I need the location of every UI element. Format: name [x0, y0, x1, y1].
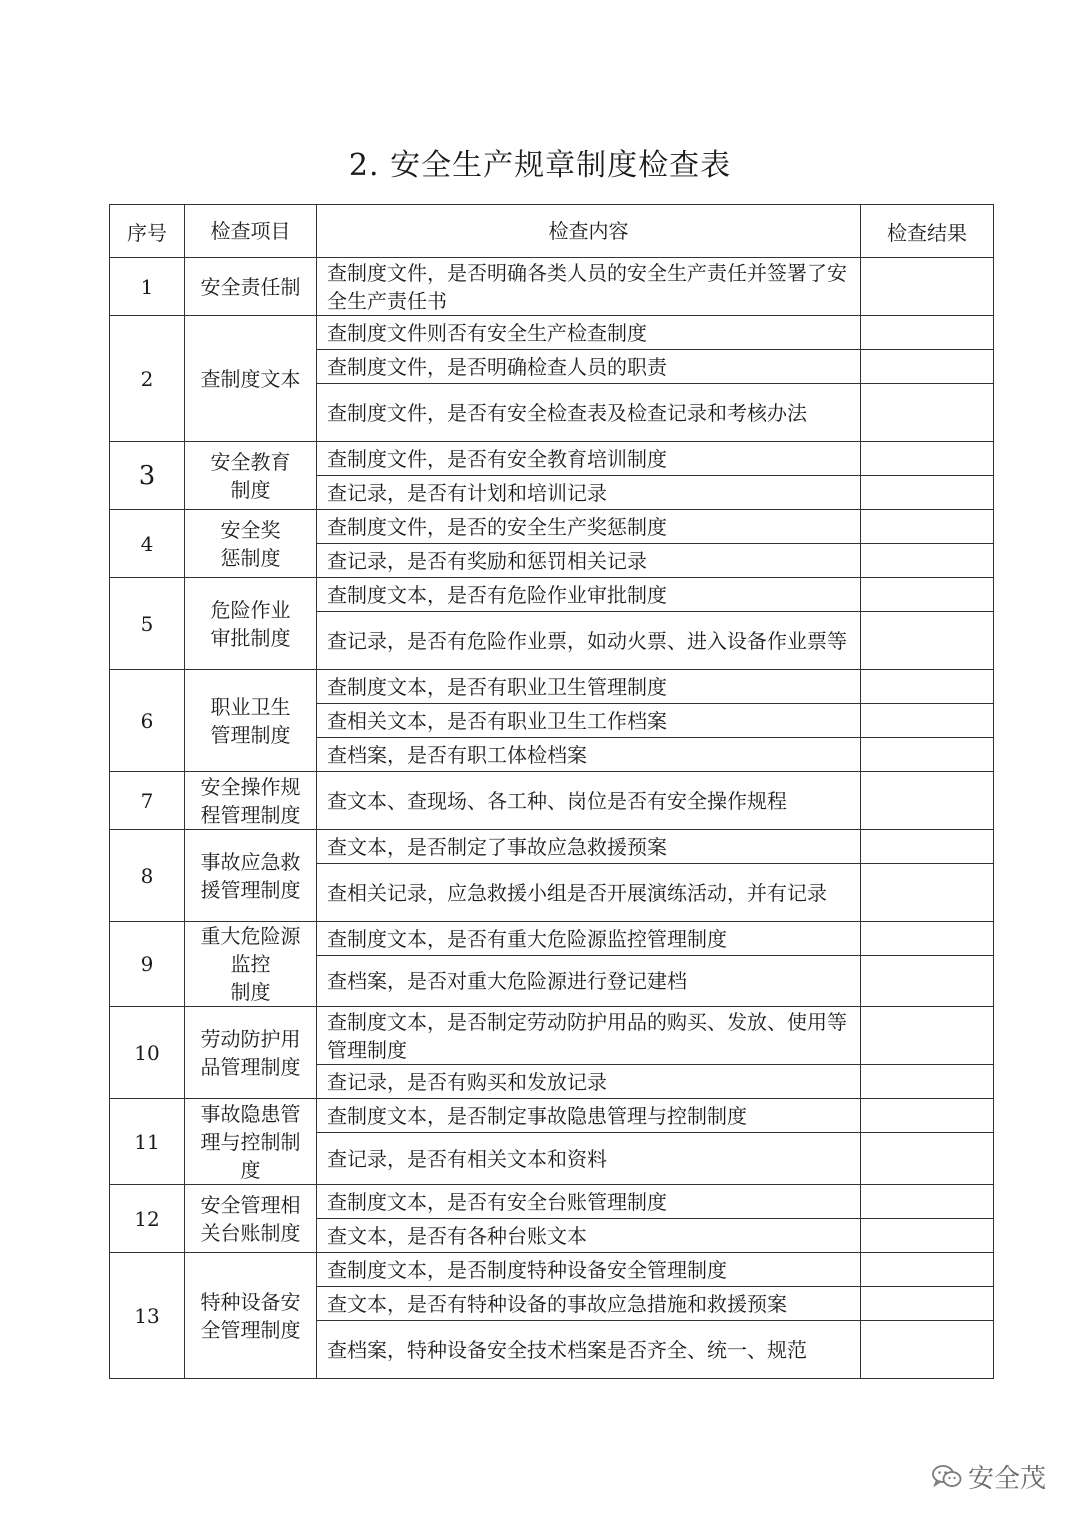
- check-result-cell[interactable]: [861, 578, 994, 612]
- check-result-cell[interactable]: [861, 1321, 994, 1379]
- check-result-cell[interactable]: [861, 258, 994, 316]
- check-item: 安全操作规 程管理制度: [185, 772, 317, 830]
- row-number: 10: [110, 1007, 185, 1099]
- check-result-cell[interactable]: [861, 1007, 994, 1065]
- row-number: 3: [110, 442, 185, 510]
- check-content: 查制度文件，是否有安全检查表及检查记录和考核办法: [317, 384, 861, 442]
- header-num: 序号: [110, 205, 185, 258]
- check-result-cell[interactable]: [861, 350, 994, 384]
- table-row: [110, 1099, 994, 1133]
- check-result-cell[interactable]: [861, 544, 994, 578]
- check-content: 查制度文件，是否的安全生产奖惩制度: [317, 510, 861, 544]
- check-item: 安全管理相 关台账制度: [185, 1185, 317, 1253]
- check-result-cell[interactable]: [861, 1287, 994, 1321]
- check-result-cell[interactable]: [861, 670, 994, 704]
- check-result-cell[interactable]: [861, 476, 994, 510]
- check-item: 安全责任制: [185, 258, 317, 316]
- row-number: 12: [110, 1185, 185, 1253]
- table-row: [110, 578, 994, 612]
- table-body: [110, 258, 994, 1379]
- table-row: [110, 1185, 994, 1219]
- check-item: 重大危险源 监控 制度: [185, 922, 317, 1007]
- check-result-cell[interactable]: [861, 1253, 994, 1287]
- header-item: 检查项目: [185, 205, 317, 258]
- row-number: 5: [110, 578, 185, 670]
- check-result-cell[interactable]: [861, 1219, 994, 1253]
- table-row: [110, 258, 994, 316]
- watermark: [932, 1458, 1046, 1495]
- wechat-icon: [932, 1464, 962, 1490]
- check-result-cell[interactable]: [861, 922, 994, 956]
- check-result-cell[interactable]: [861, 1099, 994, 1133]
- check-result-cell[interactable]: [861, 316, 994, 350]
- table-row: [110, 442, 994, 476]
- check-result-cell[interactable]: [861, 738, 994, 772]
- check-result-cell[interactable]: [861, 772, 994, 830]
- check-result-cell[interactable]: [861, 510, 994, 544]
- check-result-cell[interactable]: [861, 956, 994, 1007]
- check-content: 查记录，是否有购买和发放记录: [317, 1065, 861, 1099]
- check-content: 查相关记录，应急救援小组是否开展演练活动，并有记录: [317, 864, 861, 922]
- table-row: [110, 772, 994, 830]
- inspection-table: [109, 204, 994, 1379]
- check-content: 查文本，是否制定了事故应急救援预案: [317, 830, 861, 864]
- check-result-cell[interactable]: [861, 442, 994, 476]
- check-item: 安全奖 惩制度: [185, 510, 317, 578]
- check-content: 查制度文本，是否制定劳动防护用品的购买、发放、使用等管理制度: [317, 1007, 861, 1065]
- check-item: 事故应急救 援管理制度: [185, 830, 317, 922]
- watermark-text: 安全茂: [967, 1464, 1046, 1494]
- table-header-row: [110, 205, 994, 258]
- check-content: 查制度文本，是否有重大危险源监控管理制度: [317, 922, 861, 956]
- check-content: 查制度文件，是否有安全教育培训制度: [317, 442, 861, 476]
- table-row: [110, 1007, 994, 1065]
- check-item: 事故隐患管 理与控制制 度: [185, 1099, 317, 1185]
- table-row: [110, 1253, 994, 1287]
- check-item: 危险作业 审批制度: [185, 578, 317, 670]
- check-result-cell[interactable]: [861, 1065, 994, 1099]
- check-result-cell[interactable]: [861, 1133, 994, 1185]
- check-content: 查制度文件则否有安全生产检查制度: [317, 316, 861, 350]
- check-content: 查制度文本，是否制定事故隐患管理与控制制度: [317, 1099, 861, 1133]
- check-result-cell[interactable]: [861, 864, 994, 922]
- check-content: 查制度文件，是否明确检查人员的职责: [317, 350, 861, 384]
- check-content: 查制度文本，是否有安全台账管理制度: [317, 1185, 861, 1219]
- row-number: 9: [110, 922, 185, 1007]
- table-row: [110, 316, 994, 350]
- row-number: 1: [110, 258, 185, 316]
- table-row: [110, 510, 994, 544]
- check-content: 查制度文本，是否有职业卫生管理制度: [317, 670, 861, 704]
- check-content: 查相关文本，是否有职业卫生工作档案: [317, 704, 861, 738]
- check-item: 查制度文本: [185, 316, 317, 442]
- check-content: 查制度文本，是否有危险作业审批制度: [317, 578, 861, 612]
- check-item: 劳动防护用 品管理制度: [185, 1007, 317, 1099]
- check-content: 查文本、查现场、各工种、岗位是否有安全操作规程: [317, 772, 861, 830]
- check-content: 查制度文件，是否明确各类人员的安全生产责任并签署了安全生产责任书: [317, 258, 861, 316]
- header-content: 检查内容: [317, 205, 861, 258]
- check-content: 查制度文本，是否制度特种设备安全管理制度: [317, 1253, 861, 1287]
- check-item: 安全教育 制度: [185, 442, 317, 510]
- check-content: 查记录，是否有危险作业票，如动火票、进入设备作业票等: [317, 612, 861, 670]
- table-row: [110, 670, 994, 704]
- table-row: [110, 922, 994, 956]
- check-result-cell[interactable]: [861, 1185, 994, 1219]
- table-row: [110, 830, 994, 864]
- header-result: 检查结果: [861, 205, 994, 258]
- check-content: 查记录，是否有计划和培训记录: [317, 476, 861, 510]
- row-number: 8: [110, 830, 185, 922]
- row-number: 4: [110, 510, 185, 578]
- row-number: 7: [110, 772, 185, 830]
- check-content: 查记录，是否有奖励和惩罚相关记录: [317, 544, 861, 578]
- check-content: 查档案，是否有职工体检档案: [317, 738, 861, 772]
- check-result-cell[interactable]: [861, 704, 994, 738]
- check-item: 职业卫生 管理制度: [185, 670, 317, 772]
- check-content: 查档案，特种设备安全技术档案是否齐全、统一、规范: [317, 1321, 861, 1379]
- row-number: 6: [110, 670, 185, 772]
- check-item: 特种设备安 全管理制度: [185, 1253, 317, 1379]
- check-content: 查档案，是否对重大危险源进行登记建档: [317, 956, 861, 1007]
- check-result-cell[interactable]: [861, 612, 994, 670]
- row-number: 13: [110, 1253, 185, 1379]
- check-result-cell[interactable]: [861, 384, 994, 442]
- check-result-cell[interactable]: [861, 830, 994, 864]
- check-content: 查文本，是否有特种设备的事故应急措施和救援预案: [317, 1287, 861, 1321]
- check-content: 查记录，是否有相关文本和资料: [317, 1133, 861, 1185]
- row-number: 2: [110, 316, 185, 442]
- page-title: 2. 安全生产规章制度检查表: [348, 148, 732, 183]
- row-number: 11: [110, 1099, 185, 1185]
- check-content: 查文本，是否有各种台账文本: [317, 1219, 861, 1253]
